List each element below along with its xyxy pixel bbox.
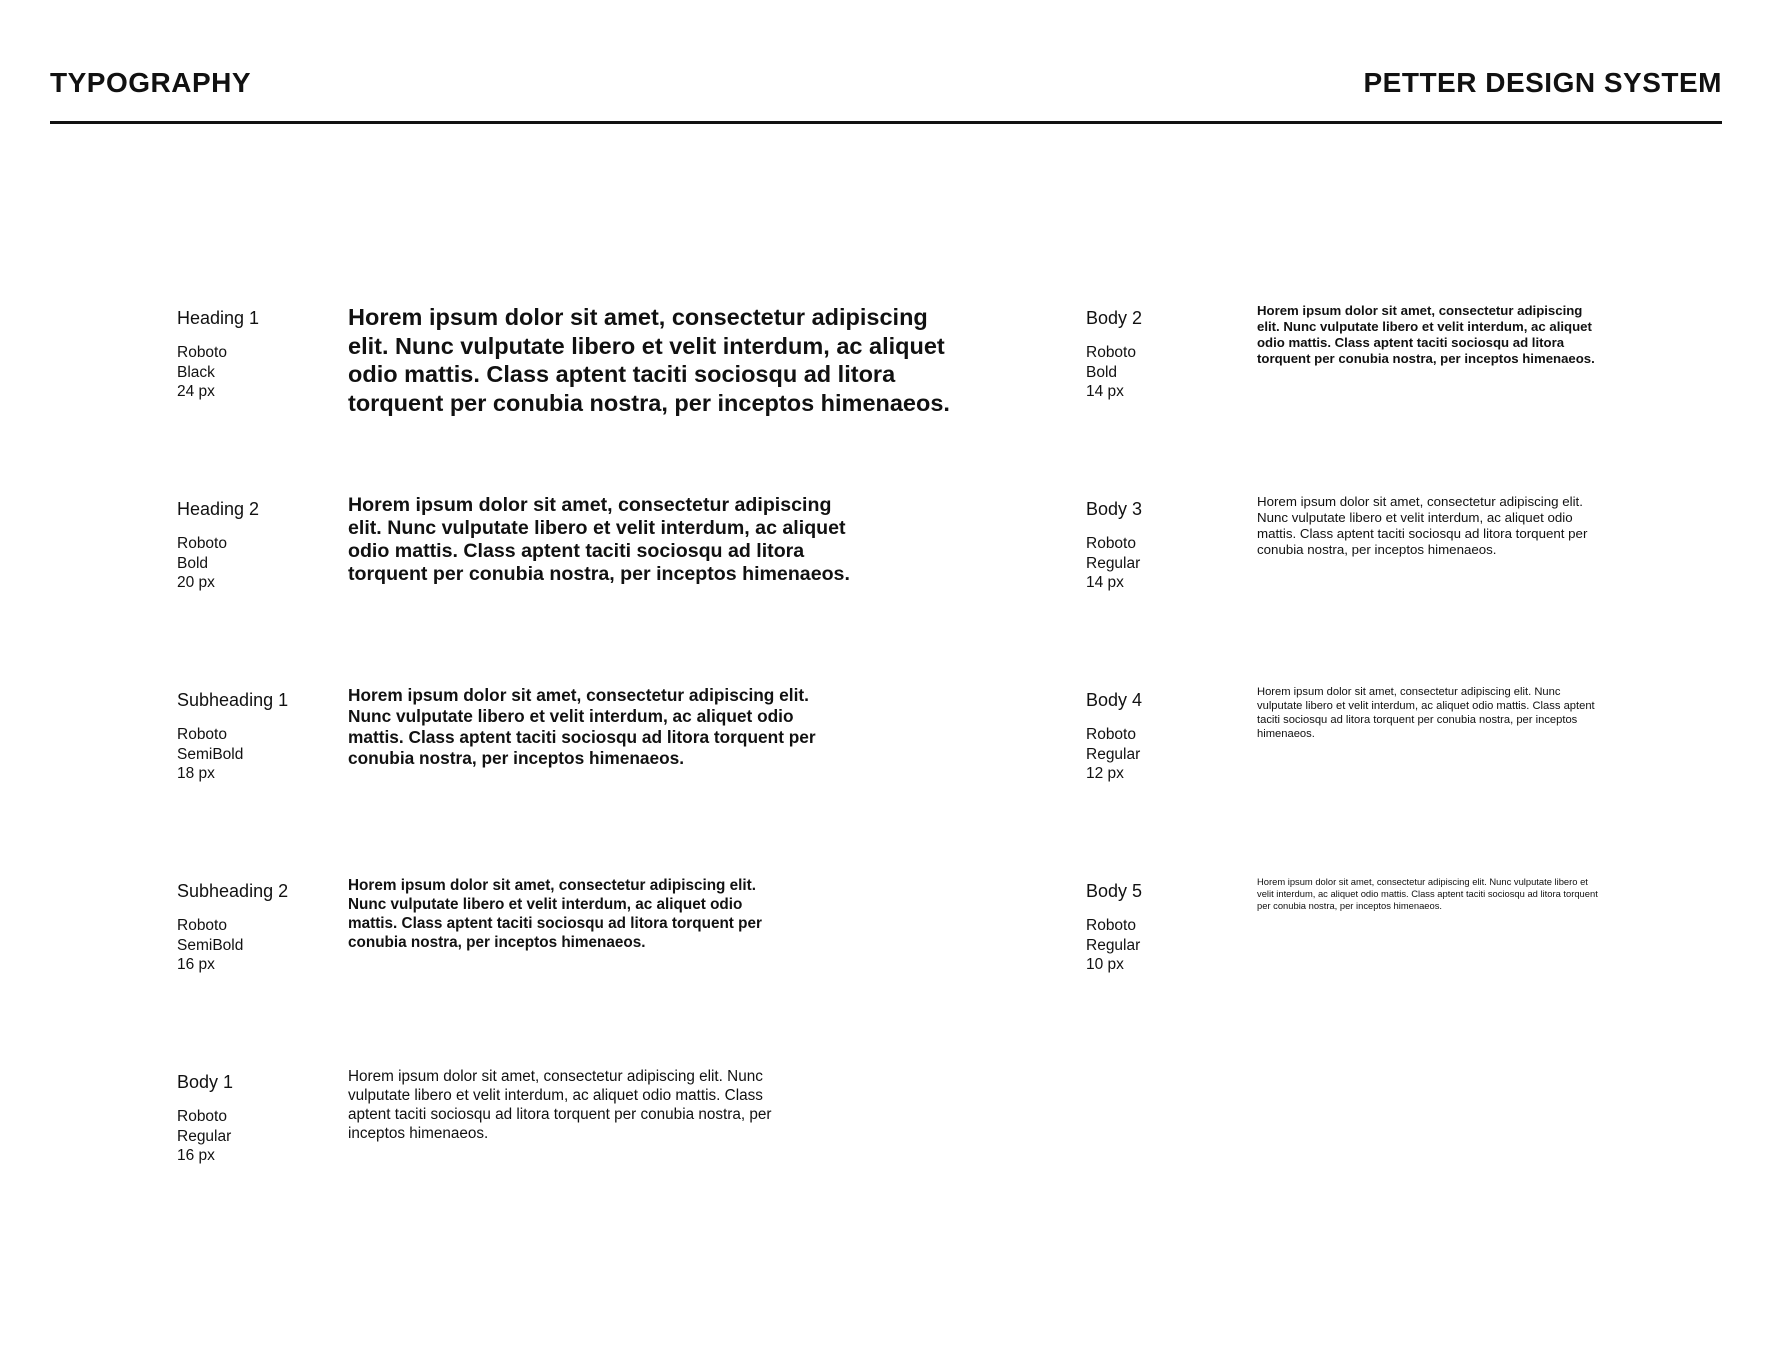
sample-text: Horem ipsum dolor sit amet, consectetur adipiscing elit. Nunc vulputate libero et velit interdum, ac aliquet odio mattis. Class aptent taciti sociosqu ad litora torquent per conubia nostra, per inceptos himenaeos.	[1257, 494, 1588, 557]
style-name: Subheading 1	[177, 690, 289, 710]
font-family-label: Roboto	[177, 726, 227, 743]
font-weight-label: Regular	[177, 1127, 232, 1145]
font-family-label: Roboto	[177, 535, 227, 552]
page-title: TYPOGRAPHY	[50, 67, 252, 98]
style-meta	[1086, 494, 1246, 593]
sample-text: Horem ipsum dolor sit amet, consectetur adipiscing elit. Nunc vulputate libero et velit interdum, ac aliquet odio mattis. Class aptent taciti sociosqu ad litora torquent per conubia nostra, per inceptos himenaeos.	[348, 877, 762, 951]
style-meta	[1086, 876, 1246, 975]
font-size-label: 18 px	[177, 765, 215, 782]
font-size-label: 20 px	[177, 574, 215, 591]
sample-text: Horem ipsum dolor sit amet, consectetur adipiscing elit. Nunc vulputate libero et velit interdum, ac aliquet odio mattis. Class aptent taciti sociosqu ad litora torquent per conubia nostra, per inceptos himenaeos.	[348, 494, 850, 585]
font-weight-label: Regular	[1086, 745, 1141, 763]
font-weight-label: Bold	[177, 554, 209, 572]
style-meta	[177, 494, 337, 593]
style-name: Body 4	[1086, 690, 1143, 710]
design-system-name: PETTER DESIGN SYSTEM	[1363, 67, 1722, 98]
sample-text: Horem ipsum dolor sit amet, consectetur adipiscing elit. Nunc vulputate libero et velit interdum, ac aliquet odio mattis. Class aptent taciti sociosqu ad litora torquent per conubia nostra, per inceptos himenaeos.	[348, 1068, 772, 1142]
style-name: Subheading 2	[177, 881, 289, 901]
font-size-label: 12 px	[1086, 765, 1124, 782]
font-size-label: 16 px	[177, 1147, 215, 1164]
font-family-label: Roboto	[1086, 344, 1136, 361]
font-family-label: Roboto	[1086, 535, 1136, 552]
font-family-label: Roboto	[1086, 726, 1136, 743]
style-meta	[177, 1067, 337, 1166]
font-size-label: 16 px	[177, 956, 215, 973]
style-meta	[177, 685, 337, 784]
style-meta	[1086, 685, 1246, 784]
style-meta	[177, 303, 337, 402]
sample-text: Horem ipsum dolor sit amet, consectetur adipiscing elit. Nunc vulputate libero et velit interdum, ac aliquet odio mattis. Class aptent taciti sociosqu ad litora torquent per conubia nostra, per inceptos himenaeos.	[348, 304, 950, 416]
style-name: Body 5	[1086, 881, 1143, 901]
sample-text: Horem ipsum dolor sit amet, consectetur adipiscing elit. Nunc vulputate libero et velit interdum, ac aliquet odio mattis. Class aptent taciti sociosqu ad litora torquent per conubia nostra, per inceptos himenaeos.	[1257, 876, 1598, 911]
font-weight-label: SemiBold	[177, 936, 244, 954]
font-family-label: Roboto	[1086, 917, 1136, 934]
style-name: Body 1	[177, 1072, 234, 1092]
sample-text: Horem ipsum dolor sit amet, consectetur adipiscing elit. Nunc vulputate libero et velit interdum, ac aliquet odio mattis. Class aptent taciti sociosqu ad litora torquent per conubia nostra, per inceptos himenaeos.	[1257, 303, 1595, 366]
style-name: Heading 2	[177, 499, 260, 519]
sample-text: Horem ipsum dolor sit amet, consectetur adipiscing elit. Nunc vulputate libero et velit interdum, ac aliquet odio mattis. Class aptent taciti sociosqu ad litora torquent per conubia nostra, per inceptos himenaeos.	[348, 685, 816, 768]
style-meta	[1086, 303, 1246, 402]
font-weight-label: Regular	[1086, 554, 1141, 572]
font-family-label: Roboto	[177, 917, 227, 934]
font-size-label: 14 px	[1086, 383, 1124, 400]
style-name: Body 3	[1086, 499, 1143, 519]
font-weight-label: SemiBold	[177, 745, 244, 763]
font-weight-label: Black	[177, 363, 215, 381]
style-meta	[177, 876, 337, 975]
font-size-label: 14 px	[1086, 574, 1124, 591]
style-name: Heading 1	[177, 308, 260, 328]
style-name: Body 2	[1086, 308, 1143, 328]
font-family-label: Roboto	[177, 1108, 227, 1125]
font-size-label: 24 px	[177, 383, 215, 400]
page-header	[50, 0, 1722, 124]
font-family-label: Roboto	[177, 344, 227, 361]
font-size-label: 10 px	[1086, 956, 1124, 973]
font-weight-label: Bold	[1086, 363, 1118, 381]
sample-text: Horem ipsum dolor sit amet, consectetur adipiscing elit. Nunc vulputate libero et velit interdum, ac aliquet odio mattis. Class aptent taciti sociosqu ad litora torquent per conubia nostra, per inceptos himenaeos.	[1257, 686, 1595, 740]
font-weight-label: Regular	[1086, 936, 1141, 954]
